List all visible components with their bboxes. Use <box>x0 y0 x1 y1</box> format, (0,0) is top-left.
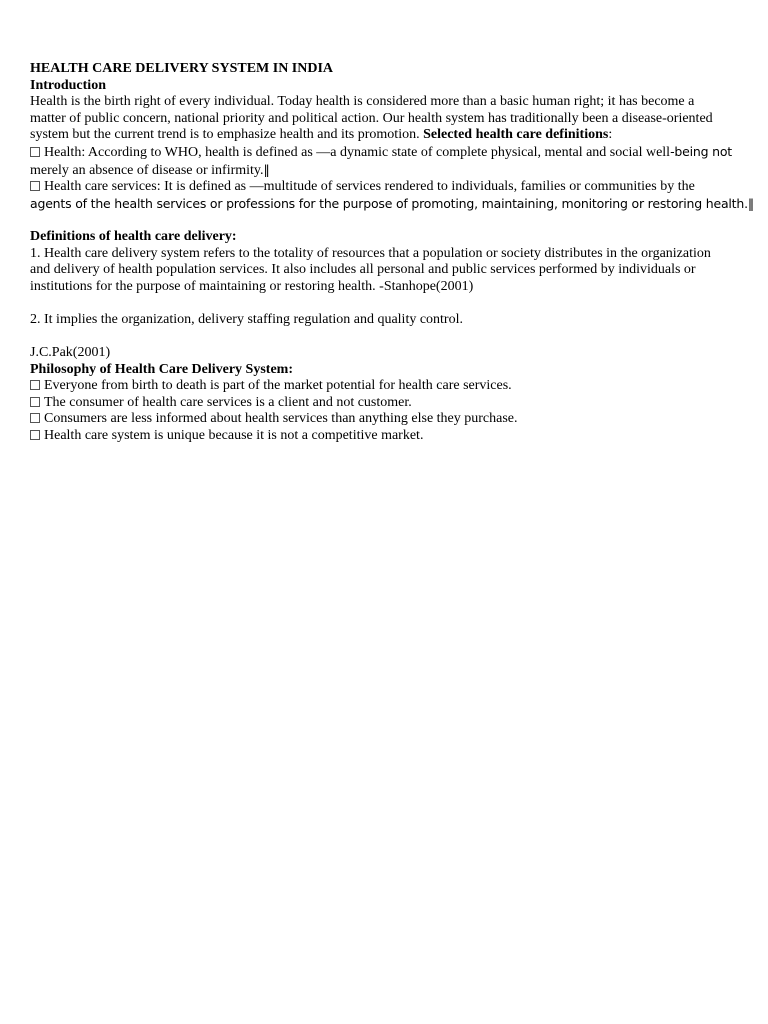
document-page <box>30 61 754 445</box>
selected-definitions-heading: Selected health care definitions <box>423 127 609 143</box>
definition-1-line: and delivery of health population services. It also includes all personal and public services performed by individuals or <box>30 262 696 278</box>
bullet-icon <box>30 397 40 407</box>
intro-paragraph-line: Health is the birth right of every individual. Today health is considered more than a basic human right; it has become a <box>30 94 695 110</box>
introduction-heading: Introduction <box>30 77 106 93</box>
philosophy-item <box>30 411 750 428</box>
philosophy-item-text: The consumer of health care services is a client and not customer. <box>44 394 412 410</box>
definition-health-text: Health: According to WHO, health is defined as ―a dynamic state of complete physical, mental and social well <box>44 144 671 160</box>
document-title: HEALTH CARE DELIVERY SYSTEM IN INDIA <box>30 61 334 76</box>
spacer <box>30 212 750 229</box>
philosophy-heading: Philosophy of Health Care Delivery System: <box>30 361 293 377</box>
definition-2: 2. It implies the organization, delivery staffing regulation and quality control. <box>30 311 463 327</box>
definition-services <box>30 179 750 196</box>
intro-text: system but the current trend is to emphasize health and its promotion. <box>30 127 424 143</box>
bullet-icon <box>30 430 40 440</box>
spacer <box>30 295 750 312</box>
definition-health-text-end: -being not <box>670 143 732 159</box>
bullet-icon <box>30 181 40 191</box>
colon: : <box>608 127 613 143</box>
bullet-icon <box>30 413 40 423</box>
philosophy-item <box>30 428 750 445</box>
spacer <box>30 329 750 346</box>
philosophy-item <box>30 378 750 395</box>
philosophy-item-text: Everyone from birth to death is part of the market potential for health care services. <box>44 378 512 394</box>
definitions-heading: Definitions of health care delivery: <box>30 228 237 244</box>
bullet-icon <box>30 147 40 157</box>
quote-mark: ‖ <box>263 161 270 177</box>
philosophy-item <box>30 395 750 412</box>
intro-paragraph-line: matter of public concern, national priority and political action. Our health system has traditionally been a disease-oriented <box>30 110 713 126</box>
definition-services-continued: agents of the health services or professions for the purpose of promoting, maintaining, monitoring or restoring health.‖ <box>30 195 754 211</box>
philosophy-item-text-end: system is unique because it is not a competitive market. <box>111 428 424 444</box>
definition-1-line: institutions for the purpose of maintaining or restoring health. -Stanhope(2001) <box>30 278 474 294</box>
definition-health-text-line2: merely an absence of disease or infirmity. <box>30 162 264 178</box>
philosophy-item-text: Health care <box>44 428 112 444</box>
citation: J.C.Pak(2001) <box>30 345 111 361</box>
definition-services-text: Health care services: It is defined as ―multitude of services rendered to individuals, families or communities by the <box>44 179 695 195</box>
intro-paragraph-line <box>30 127 750 144</box>
definition-1-line: 1. Health care delivery system refers to the totality of resources that a population or society distributes in the organization <box>30 245 711 261</box>
philosophy-item-text: Consumers are less informed about health services than anything else they purchase. <box>44 411 518 427</box>
bullet-icon <box>30 380 40 390</box>
definition-health <box>30 144 750 162</box>
definition-health-continued <box>30 162 750 180</box>
